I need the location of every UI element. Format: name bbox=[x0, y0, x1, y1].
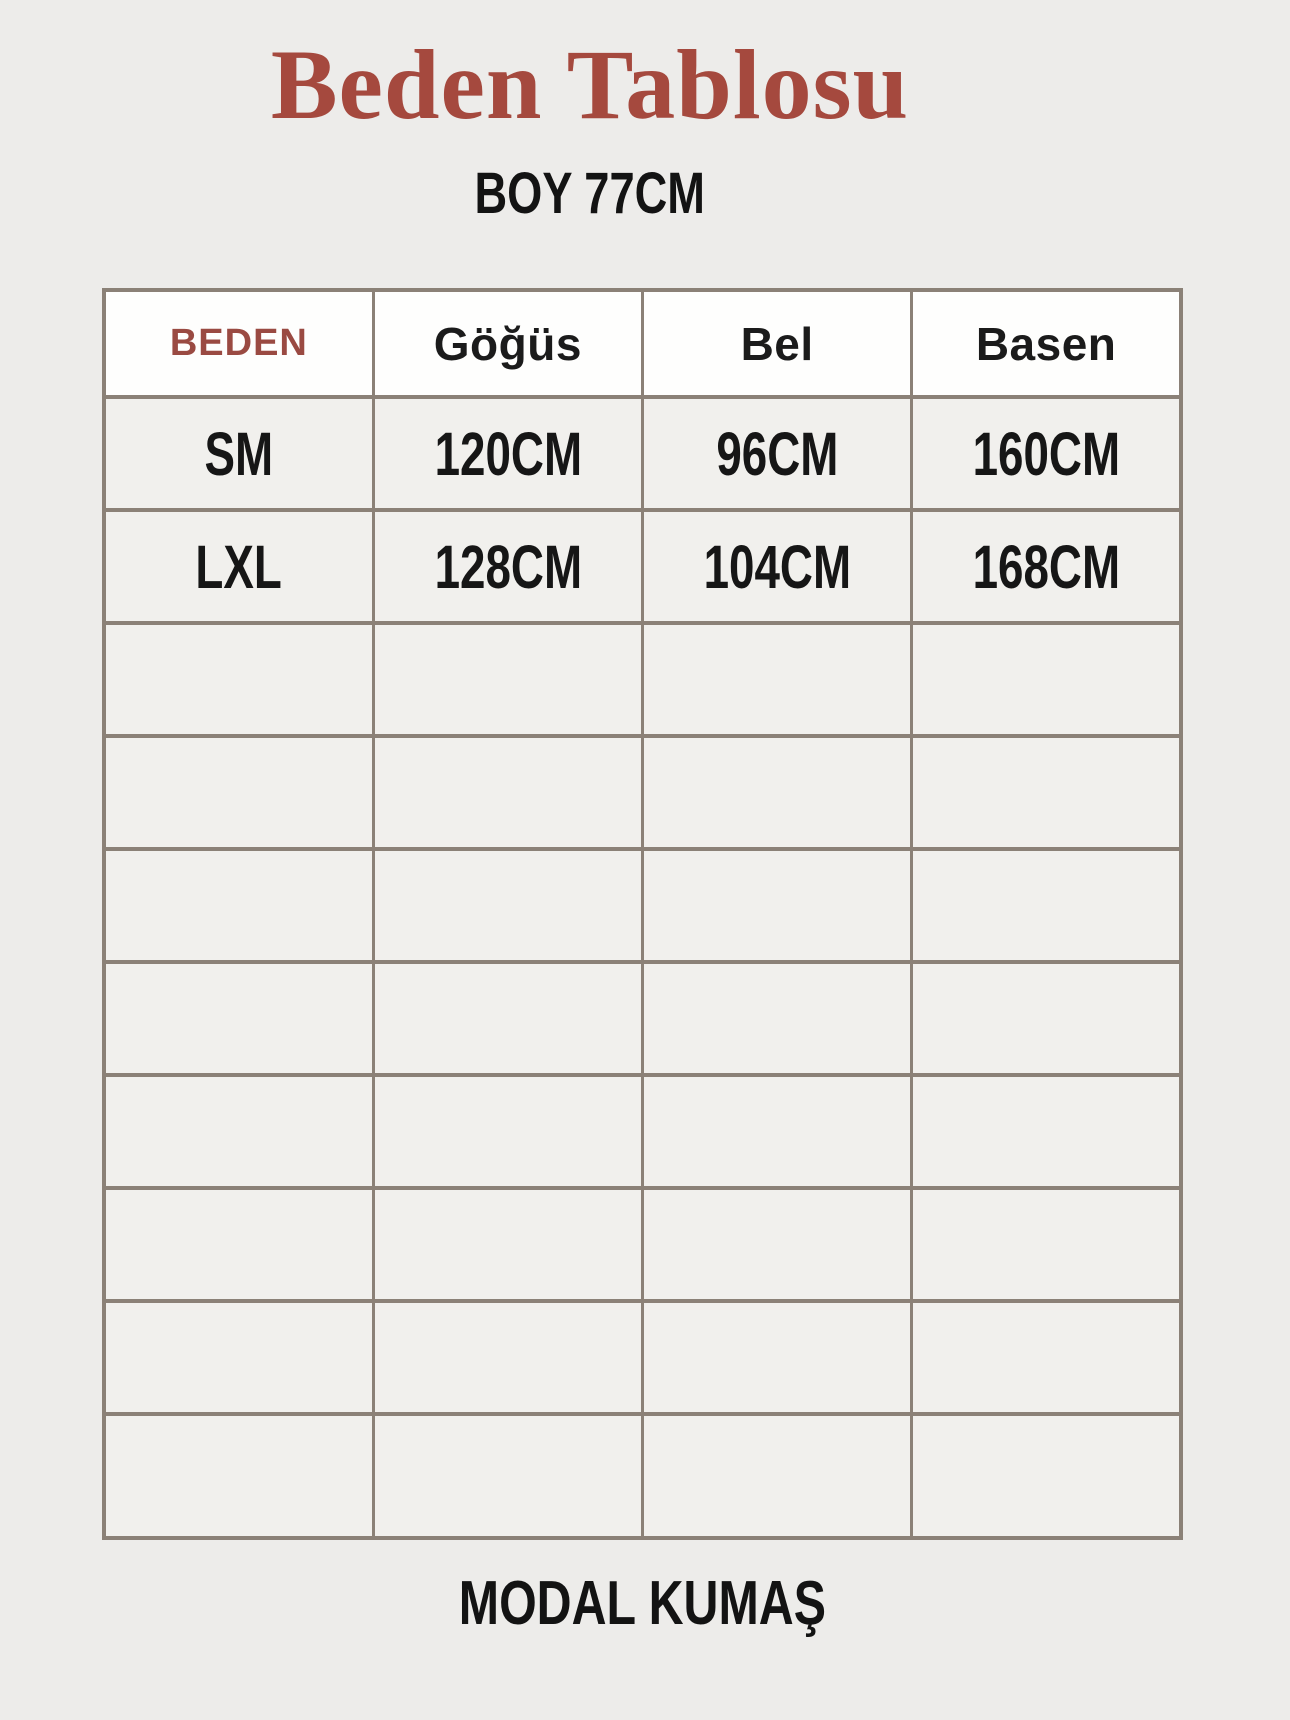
table-row-empty bbox=[104, 736, 1181, 849]
page-title-text: Beden Tablosu bbox=[270, 29, 910, 140]
cell-size-lxl bbox=[104, 510, 373, 623]
table-row-empty bbox=[104, 1075, 1181, 1188]
empty-cell bbox=[104, 962, 373, 1075]
length-subtitle-text: BOY 77CM bbox=[474, 161, 706, 226]
empty-cell bbox=[104, 1301, 373, 1414]
fabric-note bbox=[102, 1570, 1183, 1638]
empty-cell bbox=[643, 623, 912, 736]
empty-cell bbox=[373, 1188, 642, 1301]
hip-value: 160CM bbox=[972, 419, 1120, 488]
empty-cell bbox=[643, 736, 912, 849]
cell-size-sm bbox=[104, 397, 373, 510]
cell-waist-lxl bbox=[643, 510, 912, 623]
empty-cell bbox=[643, 1075, 912, 1188]
empty-cell bbox=[912, 1414, 1181, 1538]
empty-cell bbox=[104, 849, 373, 962]
page-title bbox=[0, 30, 1180, 140]
header-row bbox=[104, 290, 1181, 397]
table-row-empty bbox=[104, 849, 1181, 962]
empty-cell bbox=[643, 1188, 912, 1301]
table-row-empty bbox=[104, 1188, 1181, 1301]
cell-chest-lxl bbox=[373, 510, 642, 623]
empty-cell bbox=[104, 1188, 373, 1301]
header-cell-bel bbox=[643, 290, 912, 397]
cell-chest-sm bbox=[373, 397, 642, 510]
empty-cell bbox=[104, 1075, 373, 1188]
table-row-empty bbox=[104, 623, 1181, 736]
header-cell-gogus bbox=[373, 290, 642, 397]
empty-cell bbox=[643, 849, 912, 962]
chest-value: 128CM bbox=[434, 532, 582, 601]
header-label-bel: Bel bbox=[740, 317, 814, 370]
size-table bbox=[102, 288, 1183, 1540]
empty-cell bbox=[373, 736, 642, 849]
hip-value: 168CM bbox=[972, 532, 1120, 601]
empty-cell bbox=[643, 1301, 912, 1414]
length-subtitle bbox=[0, 162, 1180, 226]
header-label-beden: BEDEN bbox=[169, 322, 308, 364]
empty-cell bbox=[643, 1414, 912, 1538]
empty-cell bbox=[912, 1075, 1181, 1188]
empty-cell bbox=[373, 962, 642, 1075]
cell-hip-sm bbox=[912, 397, 1181, 510]
table-row-lxl bbox=[104, 510, 1181, 623]
header-cell-basen bbox=[912, 290, 1181, 397]
waist-value: 104CM bbox=[703, 532, 851, 601]
waist-value: 96CM bbox=[716, 419, 839, 488]
header-label-gogus: Göğüs bbox=[433, 317, 582, 370]
empty-cell bbox=[373, 1075, 642, 1188]
empty-cell bbox=[373, 623, 642, 736]
empty-cell bbox=[912, 849, 1181, 962]
chest-value: 120CM bbox=[434, 419, 582, 488]
empty-cell bbox=[912, 1188, 1181, 1301]
cell-waist-sm bbox=[643, 397, 912, 510]
size-table-body bbox=[104, 397, 1181, 1538]
cell-hip-lxl bbox=[912, 510, 1181, 623]
size-value: LXL bbox=[195, 532, 283, 601]
empty-cell bbox=[104, 623, 373, 736]
fabric-note-text: MODAL KUMAŞ bbox=[458, 1569, 827, 1638]
empty-cell bbox=[373, 1301, 642, 1414]
table-row-empty bbox=[104, 1301, 1181, 1414]
empty-cell bbox=[912, 736, 1181, 849]
header-cell-beden bbox=[104, 290, 373, 397]
header-label-basen: Basen bbox=[975, 317, 1117, 370]
empty-cell bbox=[104, 736, 373, 849]
size-value: SM bbox=[204, 419, 274, 488]
empty-cell bbox=[912, 623, 1181, 736]
empty-cell bbox=[373, 1414, 642, 1538]
empty-cell bbox=[373, 849, 642, 962]
empty-cell bbox=[912, 962, 1181, 1075]
empty-cell bbox=[104, 1414, 373, 1538]
size-table-header bbox=[104, 290, 1181, 397]
empty-cell bbox=[643, 962, 912, 1075]
empty-cell bbox=[912, 1301, 1181, 1414]
table-row-empty bbox=[104, 962, 1181, 1075]
table-row-empty bbox=[104, 1414, 1181, 1538]
table-row-sm bbox=[104, 397, 1181, 510]
